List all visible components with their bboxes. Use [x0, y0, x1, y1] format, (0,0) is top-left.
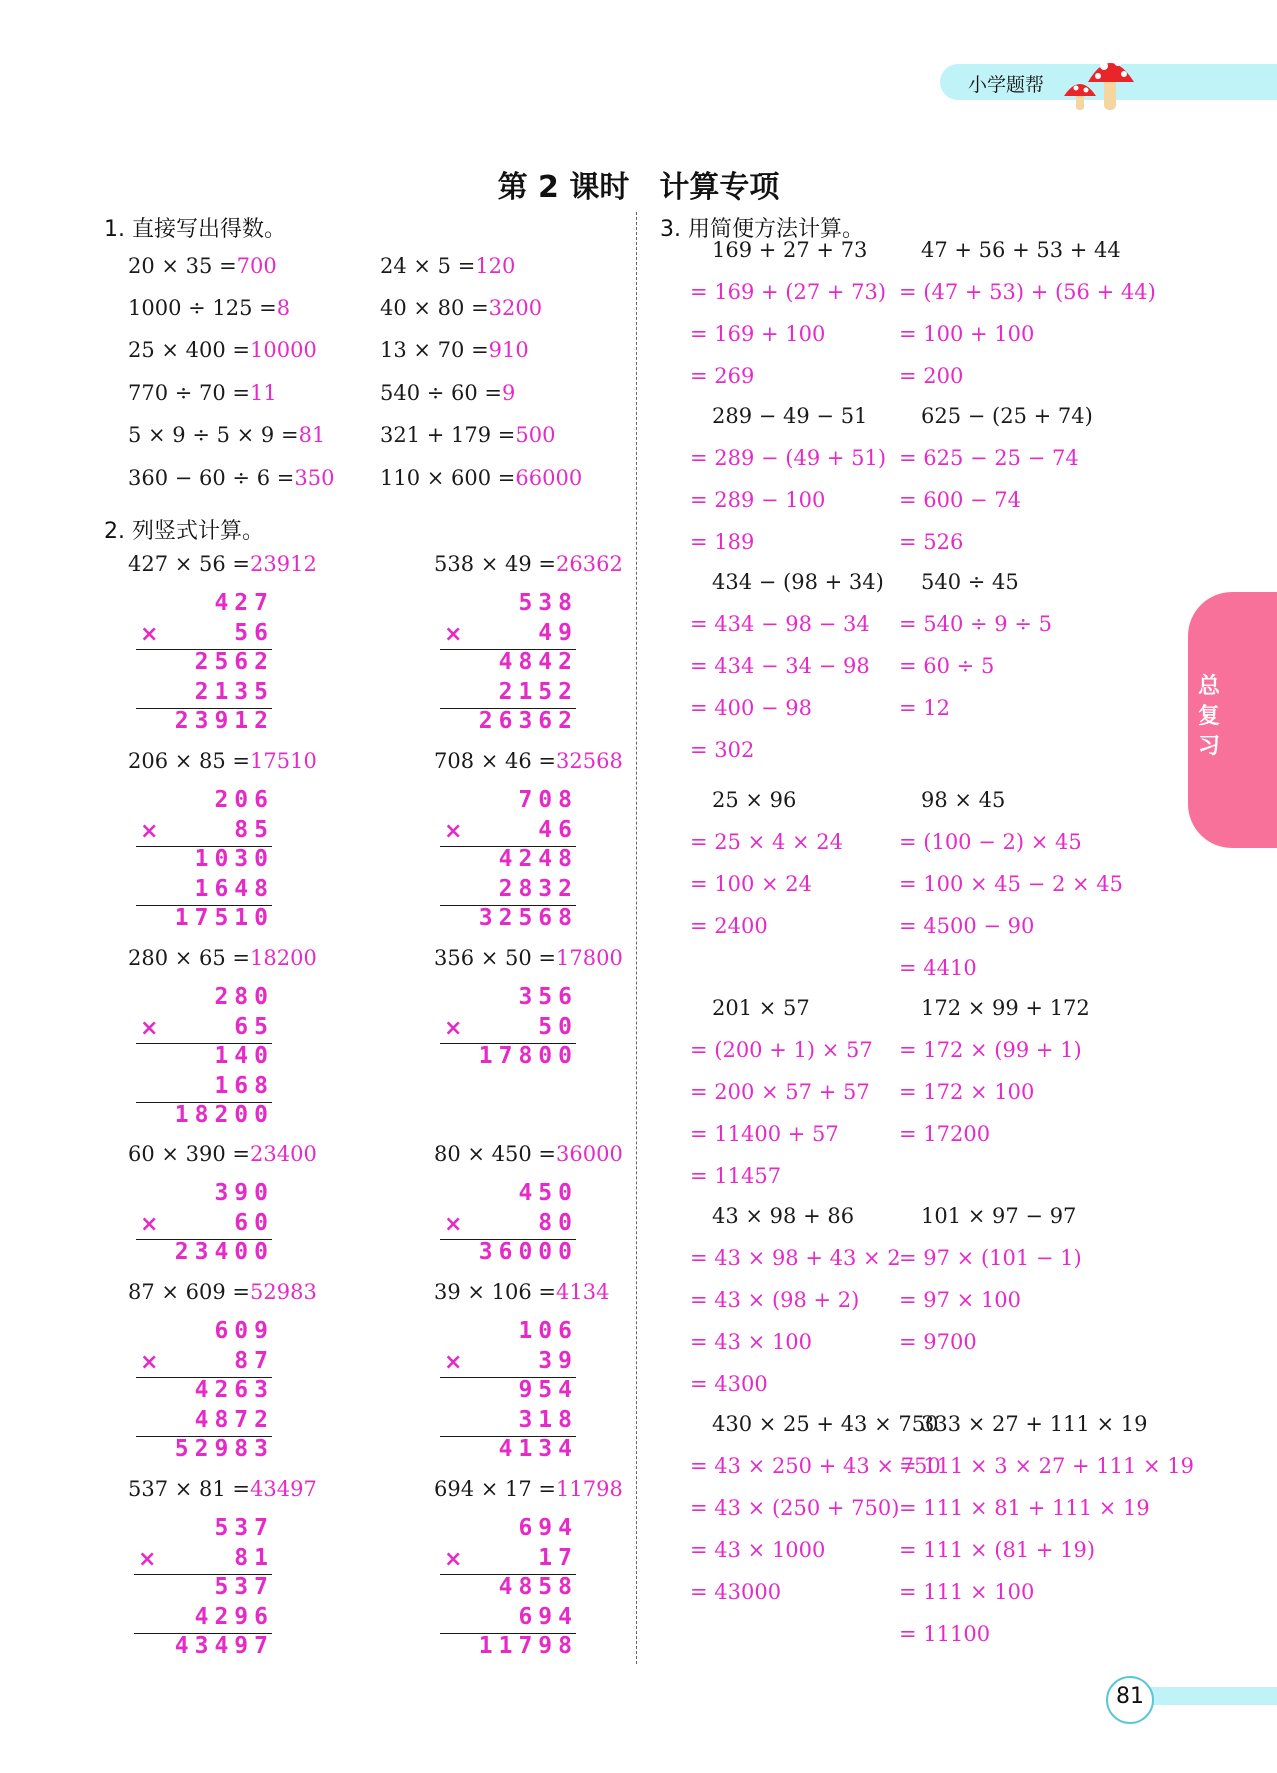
answer: 3200: [488, 296, 543, 320]
simplify-problem: 434 − (98 + 34): [712, 570, 884, 594]
vertical-calc-line: 4858: [498, 1574, 578, 1600]
simplify-step: = 200: [899, 364, 964, 388]
times-sign: ×: [140, 621, 159, 647]
times-sign: ×: [140, 818, 159, 844]
vertical-calc-line: 60: [234, 1209, 274, 1236]
simplify-step: = 526: [899, 530, 964, 554]
answer: 700: [236, 254, 277, 278]
vertical-calc-line: 390: [214, 1180, 274, 1206]
answer: 17800: [556, 946, 623, 970]
question: 360 − 60 ÷ 6 =: [128, 466, 295, 490]
question: 25 × 400 =: [128, 338, 251, 362]
answer: 910: [488, 338, 529, 362]
direct-calc-item: [380, 466, 582, 490]
question: 694 × 17 =: [434, 1477, 557, 1501]
vertical-calc-line: 450: [518, 1180, 578, 1206]
question: 280 × 65 =: [128, 946, 251, 970]
vertical-calc-line: 356: [518, 984, 578, 1010]
vertical-calc-line: 106: [518, 1318, 578, 1344]
vertical-calc-line: 954: [518, 1377, 578, 1403]
simplify-step: = 43 × 250 + 43 × 750: [690, 1454, 941, 1478]
simplify-step: = (100 − 2) × 45: [899, 830, 1082, 854]
times-sign: ×: [444, 621, 463, 647]
vertical-calc-question: [434, 1142, 623, 1166]
answer: 10000: [250, 338, 317, 362]
question: 5 × 9 ÷ 5 × 9 =: [128, 423, 299, 447]
vertical-calc-line: 81: [234, 1544, 274, 1571]
vertical-calc-line: 2135: [194, 678, 274, 705]
question: 110 × 600 =: [380, 466, 516, 490]
times-sign: ×: [140, 1015, 159, 1041]
simplify-step: = 111 × (81 + 19): [899, 1538, 1096, 1562]
vertical-calc-line: 17510: [174, 905, 274, 931]
vertical-calc-line: 538: [518, 590, 578, 616]
times-sign: ×: [138, 1546, 157, 1572]
direct-calc-item: [380, 296, 542, 320]
question: 321 + 179 =: [380, 423, 516, 447]
simplify-step: = 4500 − 90: [899, 914, 1035, 938]
simplify-step: = 43 × (250 + 750): [690, 1496, 900, 1520]
answer: 9: [502, 381, 516, 405]
answer: 18200: [250, 946, 317, 970]
vertical-calc-question: [434, 946, 623, 970]
vertical-calc-question: [128, 1142, 317, 1166]
simplify-problem: 333 × 27 + 111 × 19: [921, 1412, 1148, 1436]
vertical-calc-line: 4134: [498, 1436, 578, 1462]
question: 40 × 80 =: [380, 296, 489, 320]
times-sign: ×: [140, 1211, 159, 1237]
vertical-calc-line: 46: [538, 816, 578, 843]
direct-calc-item: [380, 338, 529, 362]
simplify-step: = 9700: [899, 1330, 977, 1354]
question: 540 ÷ 60 =: [380, 381, 503, 405]
question: 770 ÷ 70 =: [128, 381, 251, 405]
simplify-step: = 111 × 3 × 27 + 111 × 19: [899, 1454, 1195, 1478]
simplify-step: = 172 × (99 + 1): [899, 1038, 1082, 1062]
simplify-step: = 172 × 100: [899, 1080, 1035, 1104]
direct-calc-item: [128, 296, 290, 320]
vertical-calc-line: 80: [538, 1209, 578, 1236]
answer: 500: [515, 423, 556, 447]
vertical-calc-line: 168: [214, 1072, 274, 1099]
simplify-problem: 25 × 96: [712, 788, 797, 812]
simplify-step: = 289 − 100: [690, 488, 826, 512]
column-divider: [636, 212, 637, 1664]
simplify-step: = 434 − 34 − 98: [690, 654, 870, 678]
answer: 120: [475, 254, 516, 278]
vertical-calc-line: 694: [518, 1603, 578, 1630]
vertical-calc-line: 694: [518, 1515, 578, 1541]
vertical-calc-question: [434, 1477, 623, 1501]
simplify-step: = 43000: [690, 1580, 782, 1604]
simplify-step: = 17200: [899, 1122, 991, 1146]
vertical-calc-line: 26362: [478, 708, 578, 734]
answer: 17510: [250, 749, 317, 773]
vertical-calc-line: 4872: [194, 1406, 274, 1433]
answer: 350: [294, 466, 335, 490]
simplify-step: = 43 × (98 + 2): [690, 1288, 860, 1312]
simplify-step: = 97 × 100: [899, 1288, 1022, 1312]
question: 537 × 81 =: [128, 1477, 251, 1501]
simplify-step: = 434 − 98 − 34: [690, 612, 870, 636]
vertical-calc-line: 11798: [478, 1633, 578, 1659]
question: 24 × 5 =: [380, 254, 476, 278]
simplify-step: = 11100: [899, 1622, 991, 1646]
side-tab-label: 总复习: [1197, 674, 1220, 759]
answer: 8: [276, 296, 291, 320]
direct-calc-item: [128, 338, 317, 362]
vertical-calc-question: [128, 1477, 317, 1501]
times-sign: ×: [140, 1349, 159, 1375]
page-title: 第 2 课时 计算专项: [497, 170, 780, 205]
simplify-step: = 189: [690, 530, 755, 554]
simplify-step: = 43 × 98 + 43 × 2: [690, 1246, 901, 1270]
vertical-calc-line: 65: [234, 1013, 274, 1040]
simplify-step: = 400 − 98: [690, 696, 813, 720]
vertical-calc-line: 1648: [194, 875, 274, 902]
simplify-step: = 200 × 57 + 57: [690, 1080, 870, 1104]
simplify-step: = (47 + 53) + (56 + 44): [899, 280, 1156, 304]
times-sign: ×: [444, 1211, 463, 1237]
vertical-calc-line: 17: [538, 1544, 578, 1571]
vertical-calc-line: 49: [538, 619, 578, 646]
times-sign: ×: [444, 1015, 463, 1041]
answer: 32568: [556, 749, 623, 773]
simplify-problem: 540 ÷ 45: [921, 570, 1019, 594]
simplify-problem: 289 − 49 − 51: [712, 404, 868, 428]
simplify-step: = (200 + 1) × 57: [690, 1038, 873, 1062]
vertical-calc-line: 1030: [194, 846, 274, 872]
vertical-calc-line: 36000: [478, 1239, 578, 1265]
vertical-calc-line: 318: [518, 1406, 578, 1433]
simplify-problem: 430 × 25 + 43 × 750: [712, 1412, 939, 1436]
direct-calc-item: [380, 381, 515, 405]
simplify-step: = 302: [690, 738, 755, 762]
simplify-step: = 625 − 25 − 74: [899, 446, 1079, 470]
simplify-step: = 111 × 81 + 111 × 19: [899, 1496, 1150, 1520]
question: 80 × 450 =: [434, 1142, 557, 1166]
simplify-step: = 4300: [690, 1372, 768, 1396]
page-number: 81: [1116, 1684, 1144, 1709]
answer: 23400: [250, 1142, 317, 1166]
answer: 11798: [556, 1477, 623, 1501]
direct-calc-item: [380, 423, 555, 447]
simplify-problem: 47 + 56 + 53 + 44: [921, 238, 1121, 262]
vertical-calc-line: 4296: [194, 1603, 274, 1630]
simplify-step: = 60 ÷ 5: [899, 654, 995, 678]
answer: 11: [250, 381, 277, 405]
vertical-calc-line: 52983: [174, 1436, 274, 1462]
question: 708 × 46 =: [434, 749, 557, 773]
vertical-calc-line: 23400: [174, 1239, 274, 1265]
vertical-calc-line: 609: [214, 1318, 274, 1344]
answer: 81: [298, 423, 326, 447]
simplify-step: = 100 × 24: [690, 872, 813, 896]
answer: 26362: [556, 552, 623, 576]
vertical-calc-question: [128, 749, 317, 773]
section1-heading: 1. 直接写出得数。: [104, 217, 286, 242]
simplify-step: = 43 × 100: [690, 1330, 813, 1354]
answer: 23912: [250, 552, 317, 576]
vertical-calc-question: [434, 1280, 609, 1304]
vertical-calc-line: 708: [518, 787, 578, 813]
vertical-calc-line: 43497: [174, 1633, 274, 1659]
simplify-step: = 2400: [690, 914, 768, 938]
direct-calc-item: [128, 254, 277, 278]
section3-heading: 3. 用简便方法计算。: [660, 217, 864, 242]
simplify-problem: 172 × 99 + 172: [921, 996, 1090, 1020]
vertical-calc-line: 18200: [174, 1102, 274, 1128]
section2-heading: 2. 列竖式计算。: [104, 519, 264, 544]
direct-calc-item: [128, 423, 325, 447]
simplify-problem: 43 × 98 + 86: [712, 1204, 855, 1228]
question: 20 × 35 =: [128, 254, 237, 278]
simplify-step: = 11400 + 57: [690, 1122, 839, 1146]
vertical-calc-line: 4248: [498, 846, 578, 872]
vertical-calc-line: 427: [214, 590, 274, 616]
simplify-step: = 111 × 100: [899, 1580, 1035, 1604]
question: 60 × 390 =: [128, 1142, 251, 1166]
vertical-calc-question: [434, 749, 623, 773]
vertical-calc-line: 2152: [498, 678, 578, 705]
answer: 4134: [556, 1280, 610, 1304]
simplify-problem: 98 × 45: [921, 788, 1006, 812]
simplify-problem: 169 + 27 + 73: [712, 238, 868, 262]
simplify-step: = 43 × 1000: [690, 1538, 826, 1562]
vertical-calc-line: 32568: [478, 905, 578, 931]
simplify-problem: 625 − (25 + 74): [921, 404, 1093, 428]
brand-label: 小学题帮: [968, 74, 1045, 96]
vertical-calc-line: 17800: [478, 1043, 578, 1069]
simplify-step: = 11457: [690, 1164, 782, 1188]
vertical-calc-question: [128, 552, 317, 576]
direct-calc-item: [128, 466, 334, 490]
vertical-calc-question: [128, 946, 317, 970]
simplify-step: = 12: [899, 696, 950, 720]
times-sign: ×: [444, 1349, 463, 1375]
vertical-calc-line: 537: [214, 1574, 274, 1600]
vertical-calc-line: 2832: [498, 875, 578, 902]
answer: 52983: [250, 1280, 317, 1304]
vertical-calc-line: 2562: [194, 649, 274, 675]
vertical-calc-line: 56: [234, 619, 274, 646]
question: 13 × 70 =: [380, 338, 489, 362]
vertical-calc-line: 206: [214, 787, 274, 813]
times-sign: ×: [444, 818, 463, 844]
simplify-step: = 100 + 100: [899, 322, 1035, 346]
vertical-calc-line: 23912: [174, 708, 274, 734]
vertical-calc-line: 87: [234, 1347, 274, 1374]
answer: 36000: [556, 1142, 623, 1166]
simplify-problem: 201 × 57: [712, 996, 810, 1020]
question: 206 × 85 =: [128, 749, 251, 773]
simplify-step: = 289 − (49 + 51): [690, 446, 887, 470]
mushroom-icon: [1060, 44, 1150, 114]
simplify-step: = 169 + (27 + 73): [690, 280, 887, 304]
vertical-calc-line: 537: [214, 1515, 274, 1541]
simplify-step: = 600 − 74: [899, 488, 1022, 512]
vertical-calc-line: 50: [538, 1013, 578, 1040]
question: 87 × 609 =: [128, 1280, 251, 1304]
simplify-step: = 4410: [899, 956, 977, 980]
direct-calc-item: [128, 381, 277, 405]
simplify-step: = 25 × 4 × 24: [690, 830, 843, 854]
vertical-calc-line: 280: [214, 984, 274, 1010]
simplify-step: = 97 × (101 − 1): [899, 1246, 1082, 1270]
vertical-calc-question: [128, 1280, 317, 1304]
simplify-step: = 169 + 100: [690, 322, 826, 346]
vertical-calc-line: 4842: [498, 649, 578, 675]
direct-calc-item: [380, 254, 515, 278]
question: 427 × 56 =: [128, 552, 251, 576]
answer: 43497: [250, 1477, 317, 1501]
simplify-step: = 100 × 45 − 2 × 45: [899, 872, 1123, 896]
vertical-calc-line: 39: [538, 1347, 578, 1374]
question: 39 × 106 =: [434, 1280, 557, 1304]
question: 1000 ÷ 125 =: [128, 296, 277, 320]
simplify-step: = 540 ÷ 9 ÷ 5: [899, 612, 1052, 636]
vertical-calc-question: [434, 552, 623, 576]
vertical-calc-line: 4263: [194, 1377, 274, 1403]
vertical-calc-line: 140: [214, 1043, 274, 1069]
vertical-calc-line: 85: [234, 816, 274, 843]
simplify-problem: 101 × 97 − 97: [921, 1204, 1077, 1228]
question: 356 × 50 =: [434, 946, 557, 970]
question: 538 × 49 =: [434, 552, 557, 576]
times-sign: ×: [444, 1546, 463, 1572]
simplify-step: = 269: [690, 364, 755, 388]
answer: 66000: [515, 466, 583, 490]
